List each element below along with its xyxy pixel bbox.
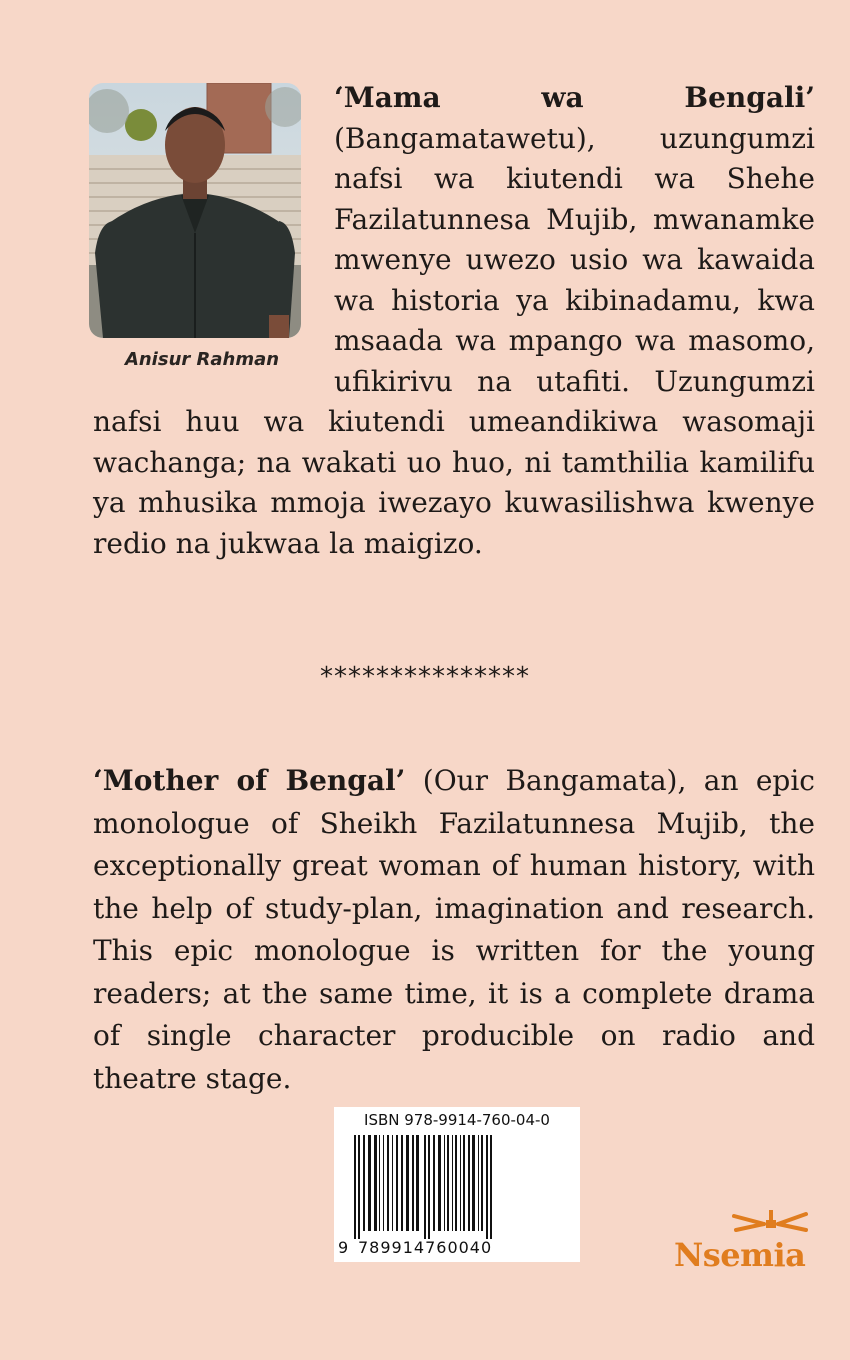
barcode-bar bbox=[363, 1135, 365, 1231]
barcode-bar bbox=[387, 1135, 389, 1231]
isbn-first-digit: 9 bbox=[338, 1238, 350, 1257]
english-body: (Our Bangamata), an epic monologue of Sheikh Fazilatunnesa Mujib, the exceptionally great woman of human history, with the help of study-plan, imagination and research. This epic monologue is written for the young readers; at the same time, it is a complete drama of single character producible on radio and theatre stage. bbox=[93, 764, 815, 1095]
section-separator: *************** bbox=[320, 662, 530, 692]
isbn-barcode bbox=[334, 1107, 580, 1262]
barcode-bar bbox=[472, 1135, 475, 1231]
publisher-logo bbox=[674, 1210, 814, 1280]
barcode-bar bbox=[412, 1135, 414, 1231]
barcode-bar bbox=[447, 1135, 449, 1231]
barcode-bar bbox=[396, 1135, 398, 1231]
swahili-title: ‘Mama wa Bengali’ bbox=[334, 81, 815, 114]
isbn-digits bbox=[338, 1238, 578, 1257]
barcode-bar bbox=[444, 1135, 445, 1231]
barcode-bar bbox=[463, 1135, 465, 1231]
barcode-bar bbox=[460, 1135, 461, 1231]
author-name: Anisur Rahman bbox=[124, 349, 280, 370]
barcode-bar bbox=[438, 1135, 441, 1231]
barcode-bar bbox=[374, 1135, 377, 1231]
isbn-rest-digits: 789914760040 bbox=[358, 1238, 493, 1257]
barcode-bar bbox=[368, 1135, 371, 1231]
barcode-bar bbox=[478, 1135, 479, 1231]
barcode-bar bbox=[406, 1135, 409, 1231]
barcode-bar bbox=[379, 1135, 380, 1231]
barcode-bar bbox=[468, 1135, 470, 1231]
barcode-bar bbox=[416, 1135, 419, 1231]
barcode-bar bbox=[401, 1135, 403, 1231]
barcode-bar bbox=[452, 1135, 453, 1231]
barcode-bar bbox=[428, 1135, 430, 1239]
swahili-body: (Bangamatawetu), uzungumzi nafsi wa kiutendi wa Shehe Fazilatunnesa Mujib, mwanamke mwenye uwezo usio wa kawaida wa historia ya kibinadamu, kwa msaada wa mpango wa masomo, ufikirivu na utafiti. Uzungumzi nafsi huu wa kiutendi umeandikiwa wasomaji wachanga; na wakati uo huo, ni tamthilia kamilifu ya mhusika mmoja iwezayo kuwasilishwa kwenye redio na jukwaa la maigizo. bbox=[93, 121, 815, 560]
barcode-bar bbox=[383, 1135, 384, 1231]
isbn-label: ISBN 978-9914-760-04-0 bbox=[364, 1111, 550, 1129]
barcode-bar bbox=[358, 1135, 360, 1239]
barcode-bars bbox=[354, 1135, 560, 1239]
barcode-bar bbox=[486, 1135, 488, 1239]
english-title: ‘Mother of Bengal’ bbox=[93, 764, 406, 797]
barcode-bar bbox=[392, 1135, 393, 1231]
barcode-bar bbox=[424, 1135, 426, 1239]
barcode-bar bbox=[455, 1135, 457, 1231]
barcode-bar bbox=[490, 1135, 492, 1239]
barcode-bar bbox=[433, 1135, 435, 1231]
publisher-name: Nsemia bbox=[674, 1236, 806, 1274]
barcode-bar bbox=[354, 1135, 356, 1239]
barcode-bar bbox=[481, 1135, 483, 1231]
swahili-blurb bbox=[93, 78, 815, 564]
english-blurb bbox=[93, 760, 815, 1100]
